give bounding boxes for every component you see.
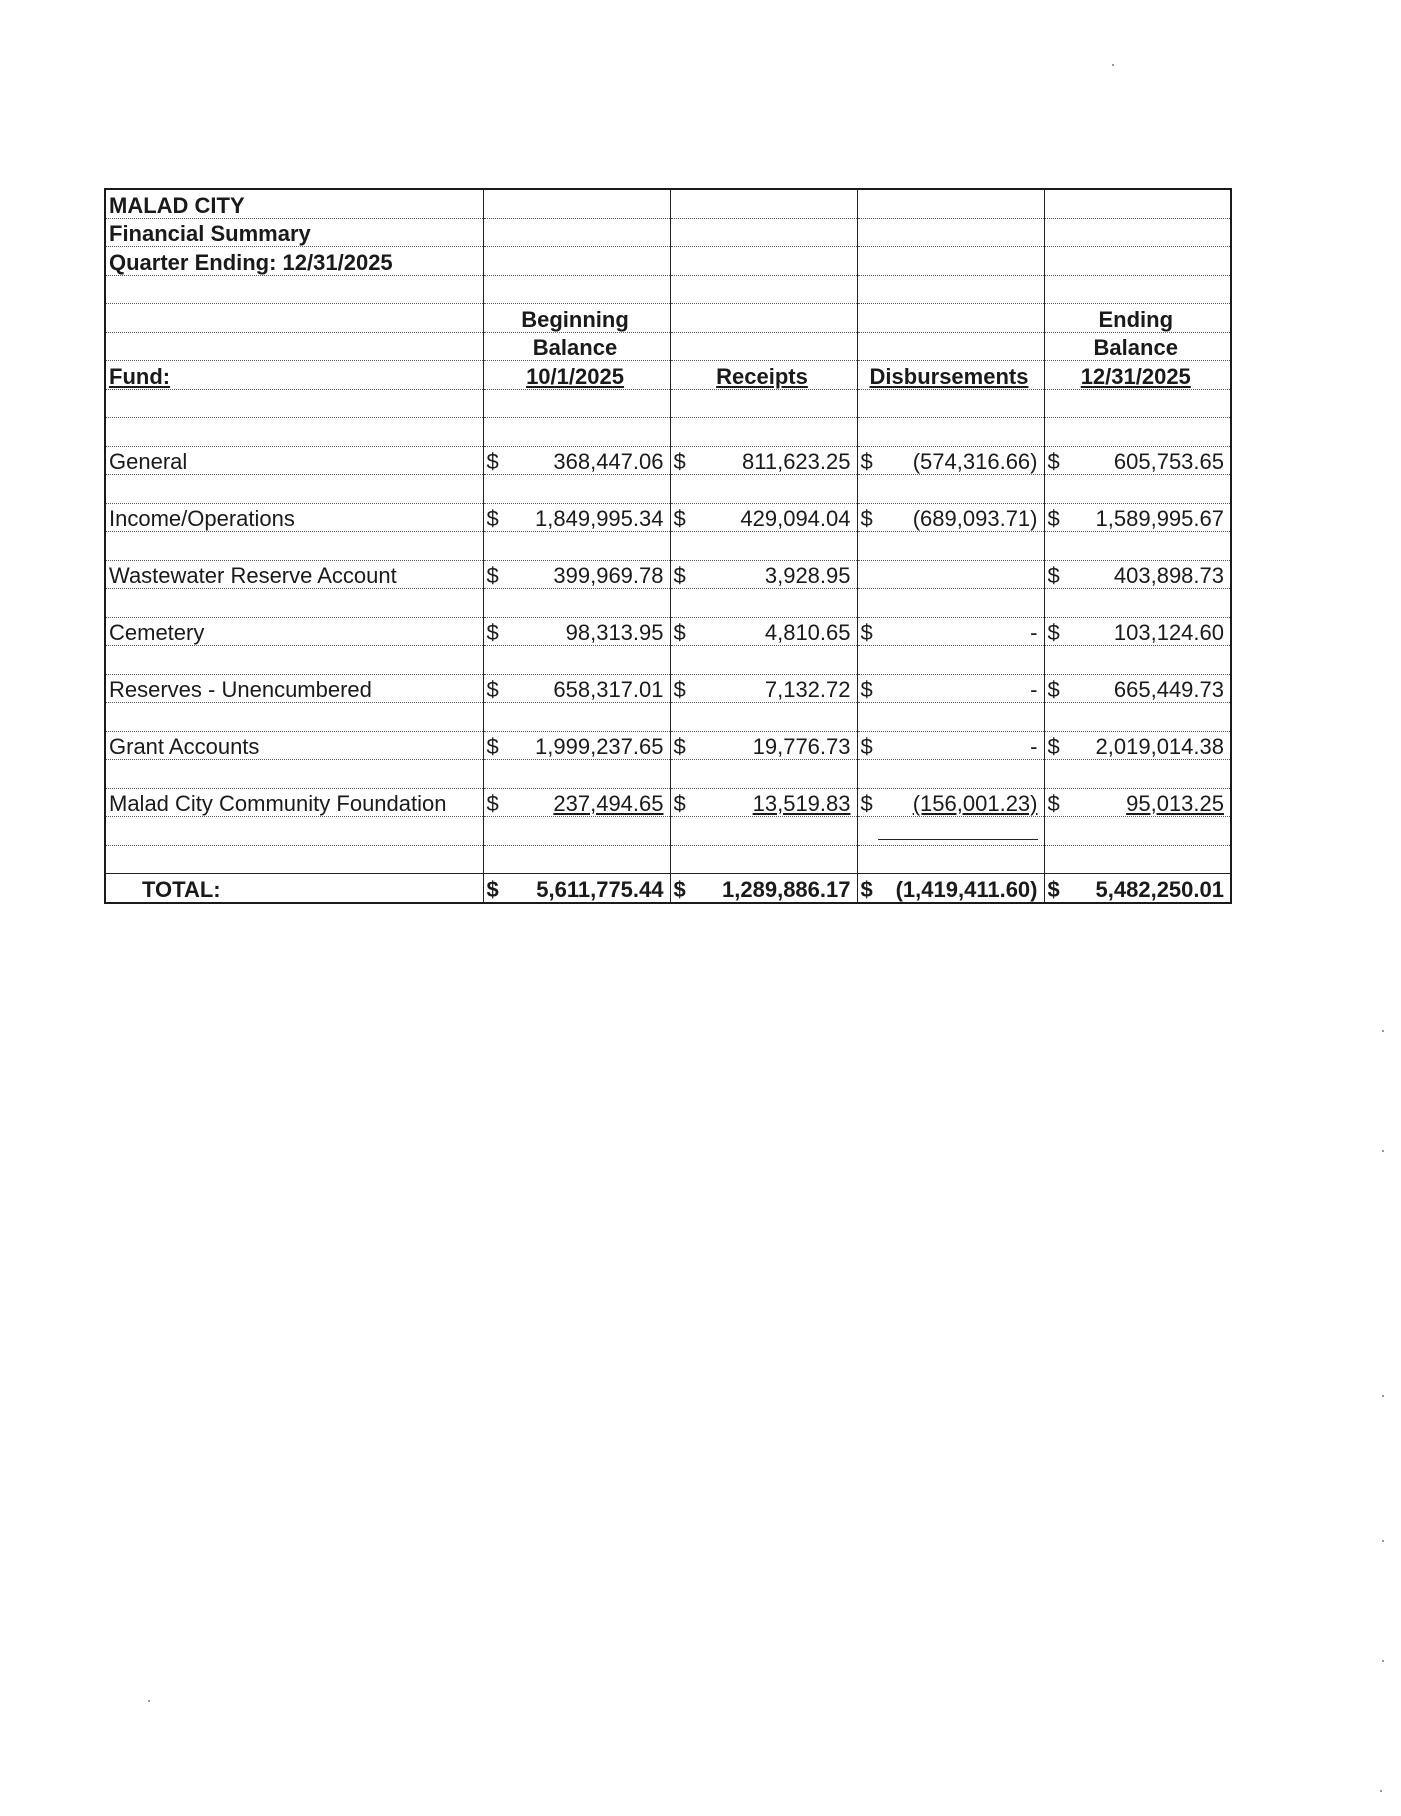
total-beginning-currency: $ [486,876,499,902]
disbursements-currency: $ [860,620,873,645]
scan-speck [1382,1395,1384,1397]
total-receipts-amount: 1,289,886.17 [722,876,851,902]
spacer-row [105,646,1231,675]
receipts-amount: 3,928.95 [764,563,851,588]
receipts-amount: 13,519.83 [752,791,851,816]
fund-name: Wastewater Reserve Account [105,560,483,589]
spacer-row [105,418,1231,447]
total-ending-currency: $ [1047,876,1060,902]
disbursements-amount: (156,001.23) [912,791,1038,816]
scan-speck [1380,1790,1382,1792]
beginning-balance-currency: $ [486,791,499,816]
scan-speck [1382,1540,1384,1542]
spacer-row [105,275,1231,304]
ending-balance-amount: 95,013.25 [1126,791,1224,816]
header-beginning-line2: Balance [483,332,670,361]
header-ending-line2: Balance [1044,332,1231,361]
ending-balance-amount: 1,589,995.67 [1095,506,1224,531]
header-fund: Fund: [105,361,483,390]
spacer-row [105,389,1231,418]
receipts-currency: $ [673,734,686,759]
beginning-balance-amount: 1,849,995.34 [535,506,664,531]
receipts-currency: $ [673,506,686,531]
receipts-amount: 429,094.04 [740,506,851,531]
beginning-balance-amount: 399,969.78 [553,563,664,588]
beginning-balance-currency: $ [486,449,499,474]
fund-row [105,731,1231,760]
total-row [105,874,1231,903]
fund-row [105,560,1231,589]
disbursements-currency: $ [860,734,873,759]
receipts-amount: 811,623.25 [742,449,851,474]
ending-balance-currency: $ [1047,506,1060,531]
header-row-2 [105,332,1231,361]
fund-name: Malad City Community Foundation [105,788,483,817]
sum-line [878,838,1038,840]
receipts-amount: 4,810.65 [764,620,851,645]
disbursements-amount: (574,316.66) [912,449,1038,474]
fund-row [105,617,1231,646]
beginning-balance-amount: 658,317.01 [553,677,664,702]
ending-balance-currency: $ [1047,791,1060,816]
fund-row [105,674,1231,703]
fund-name: Cemetery [105,617,483,646]
ending-balance-currency: $ [1047,677,1060,702]
total-receipts-currency: $ [673,876,686,902]
quarter-ending: Quarter Ending: 12/31/2025 [105,247,483,276]
financial-summary-table [104,188,1232,904]
ending-balance-currency: $ [1047,563,1060,588]
city-name: MALAD CITY [105,189,483,218]
ending-balance-currency: $ [1047,620,1060,645]
disbursements-amount: - [1030,620,1038,645]
fund-name: General [105,446,483,475]
spacer-row [105,760,1231,789]
beginning-balance-currency: $ [486,563,499,588]
fund-row [105,503,1231,532]
total-disbursements-amount: (1,419,411.60) [895,876,1038,902]
disbursements-amount: - [1030,734,1038,759]
header-row-1 [105,304,1231,333]
fund-row [105,446,1231,475]
receipts-currency: $ [673,791,686,816]
spacer-row [105,532,1231,561]
disbursements-currency: $ [860,791,873,816]
title-row-1 [105,189,1231,218]
disbursements-currency: $ [860,449,873,474]
beginning-balance-amount: 1,999,237.65 [535,734,664,759]
receipts-currency: $ [673,449,686,474]
header-ending-line1: Ending [1044,304,1231,333]
header-receipts: Receipts [716,363,808,389]
scan-speck [1382,1150,1384,1152]
beginning-balance-currency: $ [486,734,499,759]
receipts-currency: $ [673,677,686,702]
spacer-row [105,703,1231,732]
scan-speck [1382,1660,1384,1662]
total-beginning-amount: 5,611,775.44 [536,876,664,902]
beginning-balance-currency: $ [486,506,499,531]
title-row-2 [105,218,1231,247]
beginning-balance-currency: $ [486,620,499,645]
spacer-row [105,475,1231,504]
beginning-balance-currency: $ [486,677,499,702]
ending-balance-amount: 403,898.73 [1113,563,1224,588]
fund-row [105,788,1231,817]
beginning-balance-amount: 368,447.06 [553,449,664,474]
disbursements-amount: - [1030,677,1038,702]
receipts-amount: 7,132.72 [764,677,851,702]
spacer-row [105,589,1231,618]
disbursements-currency: $ [860,506,873,531]
fund-name: Income/Operations [105,503,483,532]
ending-balance-amount: 2,019,014.38 [1095,734,1224,759]
scan-speck [148,1700,150,1702]
beginning-balance-amount: 237,494.65 [553,791,664,816]
header-row-3 [105,361,1231,390]
fund-name: Grant Accounts [105,731,483,760]
ending-balance-currency: $ [1047,734,1060,759]
beginning-balance-amount: 98,313.95 [565,620,664,645]
header-disbursements: Disbursements [869,363,1029,389]
scan-speck [1112,64,1114,66]
receipts-amount: 19,776.73 [752,734,851,759]
total-label: TOTAL: [105,874,483,903]
spacer-row [105,845,1231,874]
total-ending-amount: 5,482,250.01 [1095,876,1224,902]
disbursements-currency: $ [860,677,873,702]
underline-row [105,817,1231,846]
fund-name: Reserves - Unencumbered [105,674,483,703]
header-beginning-line1: Beginning [483,304,670,333]
ending-balance-currency: $ [1047,449,1060,474]
total-disbursements-currency: $ [860,876,873,902]
scan-speck [1382,1030,1384,1032]
disbursements-amount: (689,093.71) [912,506,1038,531]
header-beginning-date: 10/1/2025 [526,363,624,389]
header-ending-date: 12/31/2025 [1080,363,1191,389]
ending-balance-amount: 103,124.60 [1113,620,1224,645]
table-body [105,189,1231,903]
receipts-currency: $ [673,620,686,645]
report-title: Financial Summary [105,218,483,247]
ending-balance-amount: 665,449.73 [1113,677,1224,702]
ending-balance-amount: 605,753.65 [1113,449,1224,474]
title-row-3 [105,247,1231,276]
receipts-currency: $ [673,563,686,588]
